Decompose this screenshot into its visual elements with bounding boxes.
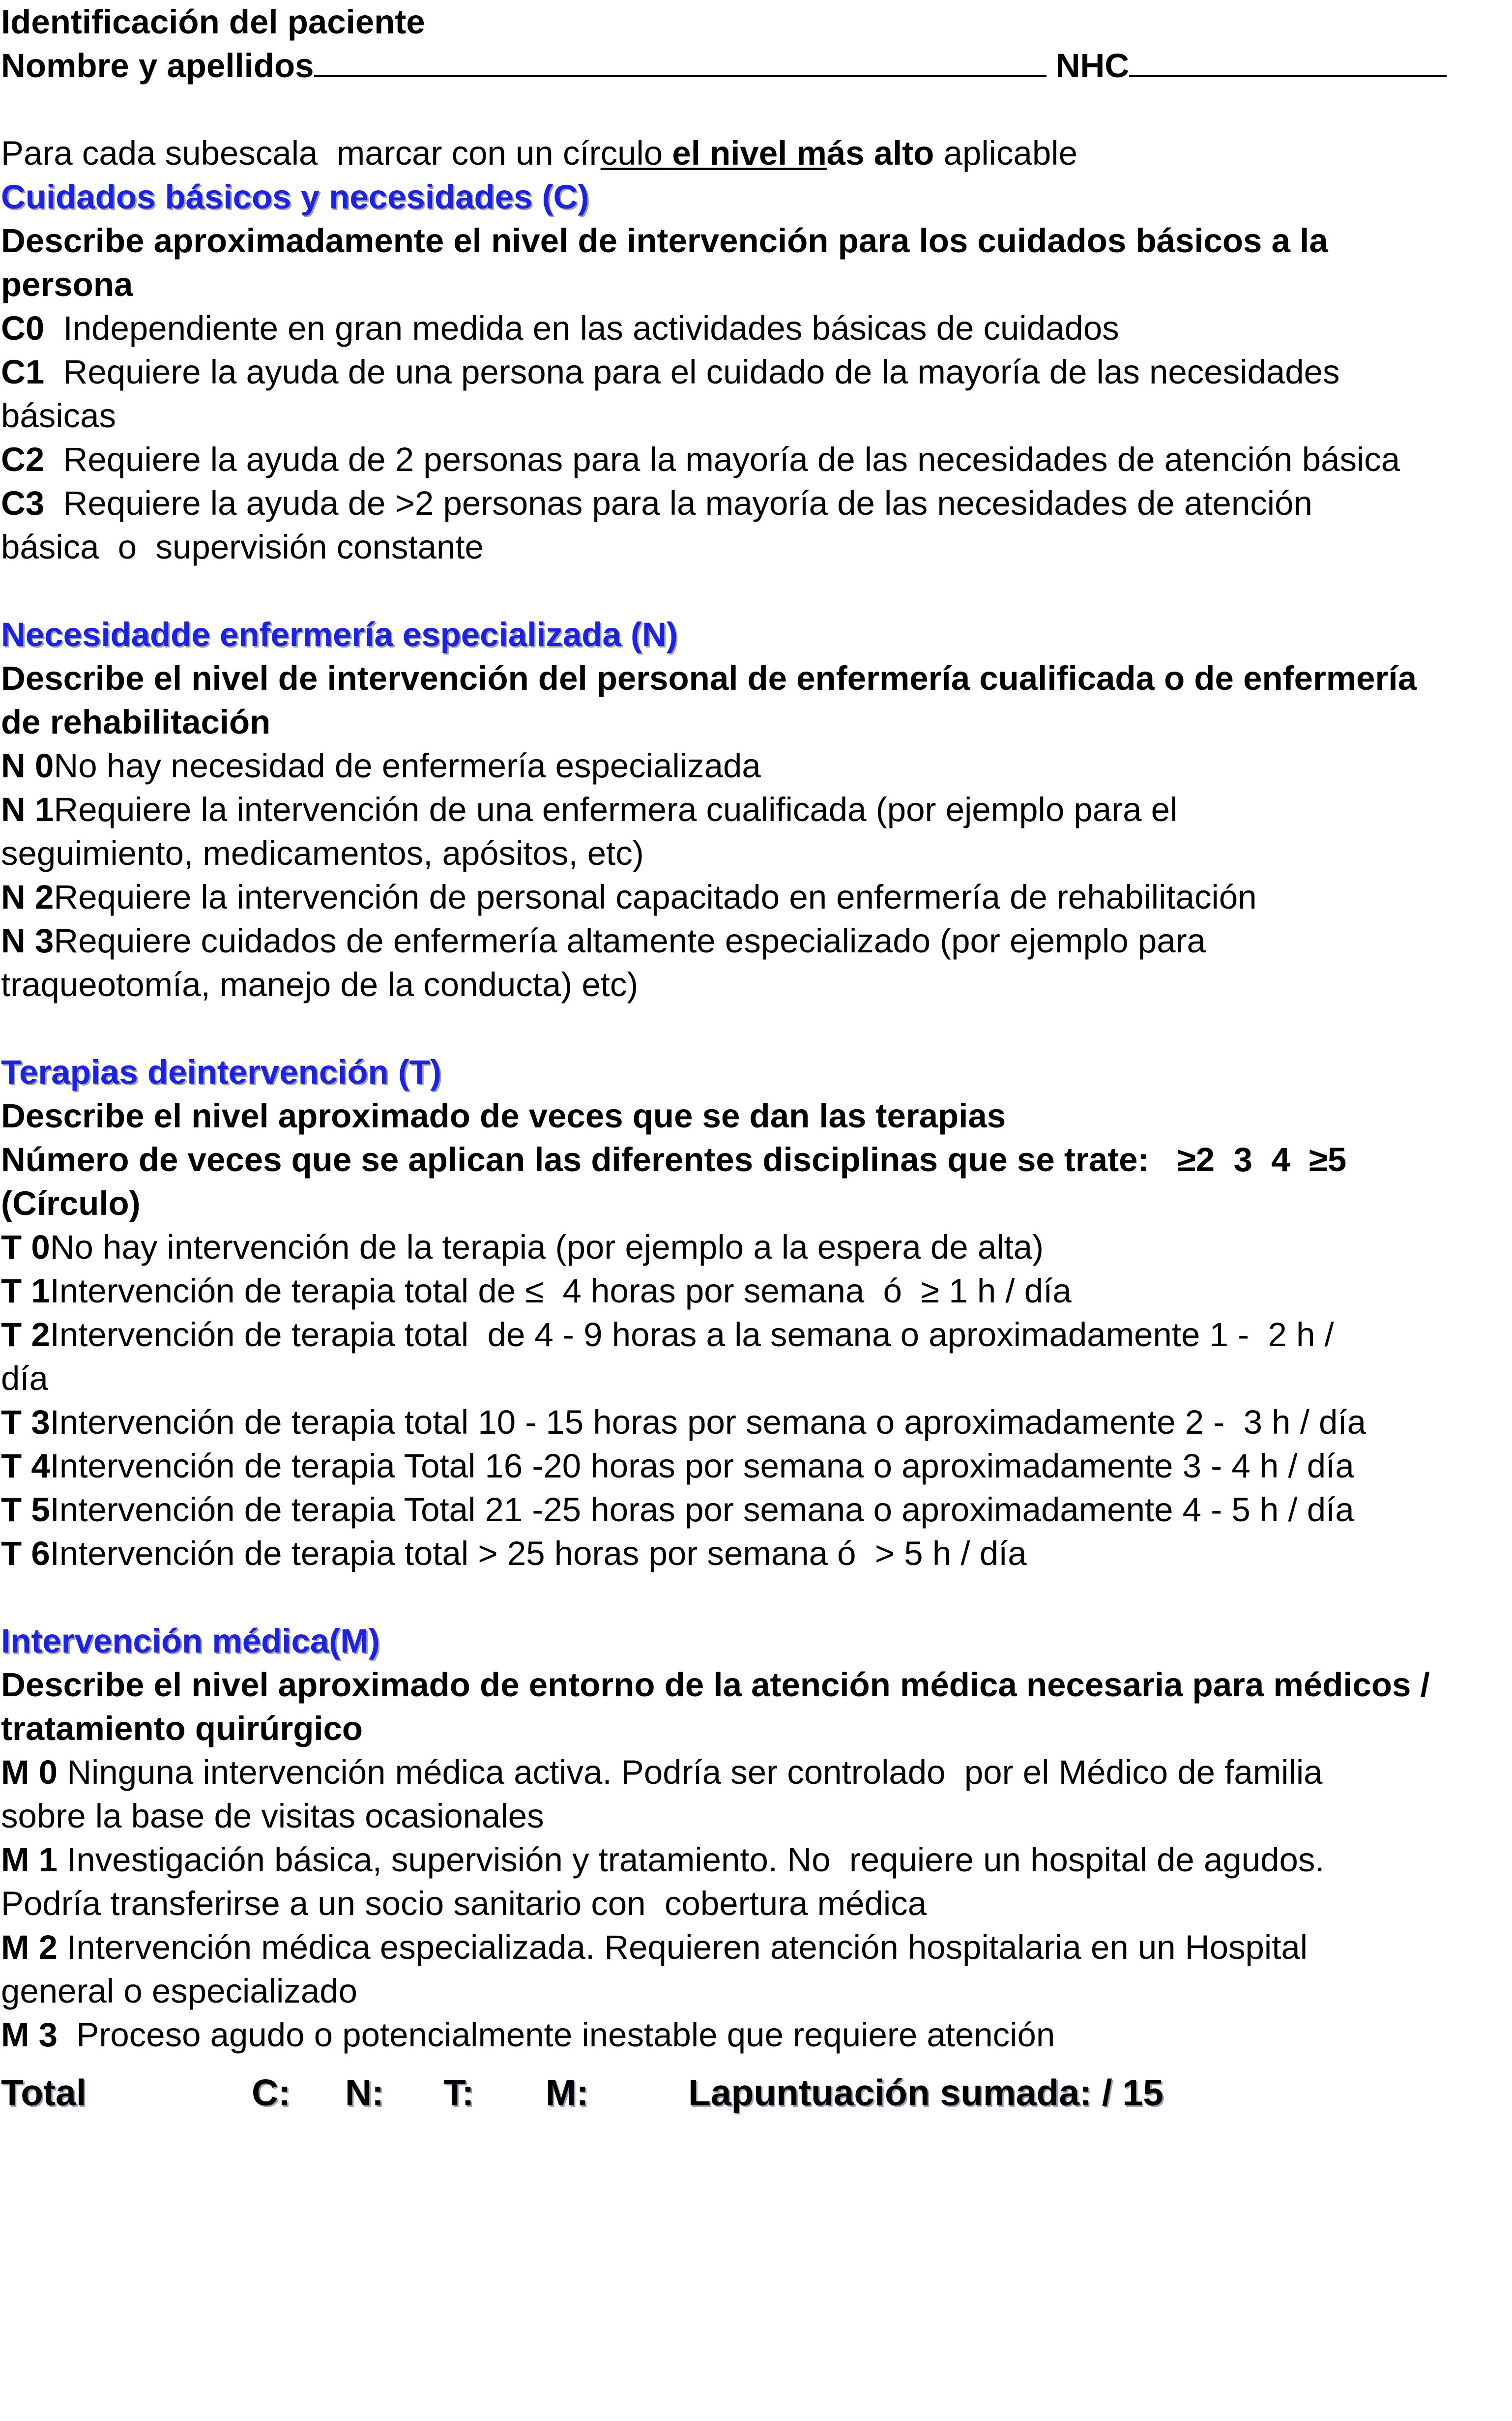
section-c-description-cont: persona xyxy=(1,266,133,303)
section-t-frequency-note: (Círculo) xyxy=(1,1184,141,1222)
level-option-m0-cont: sobre la base de visitas ocasionales xyxy=(1,1797,544,1835)
section-m-title: Intervención médica(M) xyxy=(1,1622,380,1660)
level-code: C0 xyxy=(1,309,45,347)
section-n-description: Describe el nivel de intervención del personal de enfermería cualificada o de enfermería xyxy=(1,659,1417,697)
nhc-field[interactable] xyxy=(1129,48,1447,77)
total-t-field[interactable]: T: xyxy=(443,2072,474,2113)
name-field[interactable] xyxy=(314,48,1047,77)
patient-identification-row xyxy=(1,44,1447,88)
level-option-t5[interactable]: T 5Intervención de terapia Total 21 -25 horas por semana o aproximadamente 4 - 5 h / día xyxy=(1,1491,1354,1529)
level-option-c3[interactable]: C3 Requiere la ayuda de >2 personas para la mayoría de las necesidades de atención xyxy=(1,484,1312,522)
level-option-m2-cont: general o especializado xyxy=(1,1972,358,2010)
total-sum-field[interactable]: Lapuntuación sumada: / 15 xyxy=(688,2072,1163,2113)
level-option-m2[interactable]: M 2 Intervención médica especializada. Requieren atención hospitalaria en un Hospital xyxy=(1,1928,1308,1966)
level-option-c3-cont: básica o supervisión constante xyxy=(1,528,484,566)
section-t-description: Describe el nivel aproximado de veces que se dan las terapias xyxy=(1,1097,1006,1135)
total-label: Total xyxy=(1,2072,87,2113)
level-option-c0[interactable]: C0 Independiente en gran medida en las actividades básicas de cuidados xyxy=(1,309,1119,347)
level-option-n3[interactable]: N 3Requiere cuidados de enfermería altamente especializado (por ejemplo para xyxy=(1,922,1206,960)
level-option-c1[interactable]: C1 Requiere la ayuda de una persona para el cuidado de la mayoría de las necesidades xyxy=(1,353,1340,391)
section-m-description-cont: tratamiento quirúrgico xyxy=(1,1710,363,1747)
level-code: M 1 xyxy=(1,1841,58,1879)
level-option-n2[interactable]: N 2Requiere la intervención de personal capacitado en enfermería de rehabilitación xyxy=(1,878,1257,916)
section-c-description: Describe aproximadamente el nivel de intervención para los cuidados básicos a la xyxy=(1,222,1328,260)
level-option-n1-cont: seguimiento, medicamentos, apósitos, etc) xyxy=(1,834,644,872)
level-option-m0[interactable]: M 0 Ninguna intervención médica activa. Podría ser controlado por el Médico de familia xyxy=(1,1753,1323,1791)
level-option-t3[interactable]: T 3Intervención de terapia total 10 - 15 horas por semana o aproximadamente 2 - 3 h / día xyxy=(1,1403,1366,1441)
level-option-t2[interactable]: T 2Intervención de terapia total de 4 - 9 horas a la semana o aproximadamente 1 - 2 h / xyxy=(1,1316,1334,1354)
form-title: Identificación del paciente xyxy=(1,3,425,41)
level-option-t2-cont: día xyxy=(1,1359,48,1397)
level-option-t0[interactable]: T 0No hay intervención de la terapia (por ejemplo a la espera de alta) xyxy=(1,1228,1044,1266)
total-m-field[interactable]: M: xyxy=(546,2072,589,2113)
level-option-n0[interactable]: N 0No hay necesidad de enfermería especializada xyxy=(1,747,761,785)
level-code: T 6 xyxy=(1,1535,50,1572)
level-code: M 3 xyxy=(1,2016,58,2054)
section-n-title: Necesidadde enfermería especializada (N) xyxy=(1,616,678,653)
total-c-field[interactable]: C: xyxy=(252,2072,291,2113)
section-m-description: Describe el nivel aproximado de entorno de la atención médica necesaria para médicos / xyxy=(1,1666,1430,1704)
section-c-title: Cuidados básicos y necesidades (C) xyxy=(1,178,589,216)
level-code: C3 xyxy=(1,484,45,522)
level-option-m1[interactable]: M 1 Investigación básica, supervisión y tratamiento. No requiere un hospital de agudos. xyxy=(1,1841,1325,1879)
section-t-title: Terapias deintervención (T) xyxy=(1,1053,441,1091)
level-option-t1[interactable]: T 1Intervención de terapia total de ≤ 4 horas por semana ó ≥ 1 h / día xyxy=(1,1272,1072,1310)
level-code: C1 xyxy=(1,353,45,391)
level-option-c1-cont: básicas xyxy=(1,397,116,435)
section-n-description-cont: de rehabilitación xyxy=(1,703,271,741)
level-code: N 1 xyxy=(1,791,54,828)
level-code: N 3 xyxy=(1,922,54,960)
section-t-frequency: Número de veces que se aplican las diferentes disciplinas que se trate: ≥2 3 4 ≥5 xyxy=(1,1141,1347,1179)
level-code: C2 xyxy=(1,441,45,478)
name-label: Nombre y apellidos xyxy=(1,47,314,85)
level-code: T 3 xyxy=(1,1403,50,1441)
level-code: T 2 xyxy=(1,1316,50,1354)
total-n-field[interactable]: N: xyxy=(345,2072,384,2113)
level-option-m1-cont: Podría transferirse a un socio sanitario con cobertura médica xyxy=(1,1885,927,1922)
level-code: N 0 xyxy=(1,747,54,785)
level-option-m3[interactable]: M 3 Proceso agudo o potencialmente inestable que requiere atención xyxy=(1,2016,1055,2054)
nhc-label: NHC xyxy=(1055,47,1130,85)
totals-row xyxy=(1,2071,1510,2117)
level-code: M 2 xyxy=(1,1928,58,1966)
level-option-n1[interactable]: N 1Requiere la intervención de una enfermera cualificada (por ejemplo para el xyxy=(1,791,1178,828)
level-code: M 0 xyxy=(1,1753,58,1791)
level-option-c2[interactable]: C2 Requiere la ayuda de 2 personas para la mayoría de las necesidades de atención básica xyxy=(1,441,1400,478)
level-code: T 4 xyxy=(1,1447,50,1485)
level-code: T 1 xyxy=(1,1272,50,1310)
level-option-t4[interactable]: T 4Intervención de terapia Total 16 -20 horas por semana o aproximadamente 3 - 4 h / día xyxy=(1,1447,1354,1485)
level-code: T 0 xyxy=(1,1228,50,1266)
level-code: N 2 xyxy=(1,878,54,916)
level-option-n3-cont: traqueotomía, manejo de la conducta) etc) xyxy=(1,966,639,1004)
level-option-t6[interactable]: T 6Intervención de terapia total > 25 horas por semana ó > 5 h / día xyxy=(1,1535,1027,1572)
instruction-text: Para cada subescala marcar con un círculo el nivel más alto aplicable xyxy=(1,134,1077,172)
level-code: T 5 xyxy=(1,1491,50,1529)
